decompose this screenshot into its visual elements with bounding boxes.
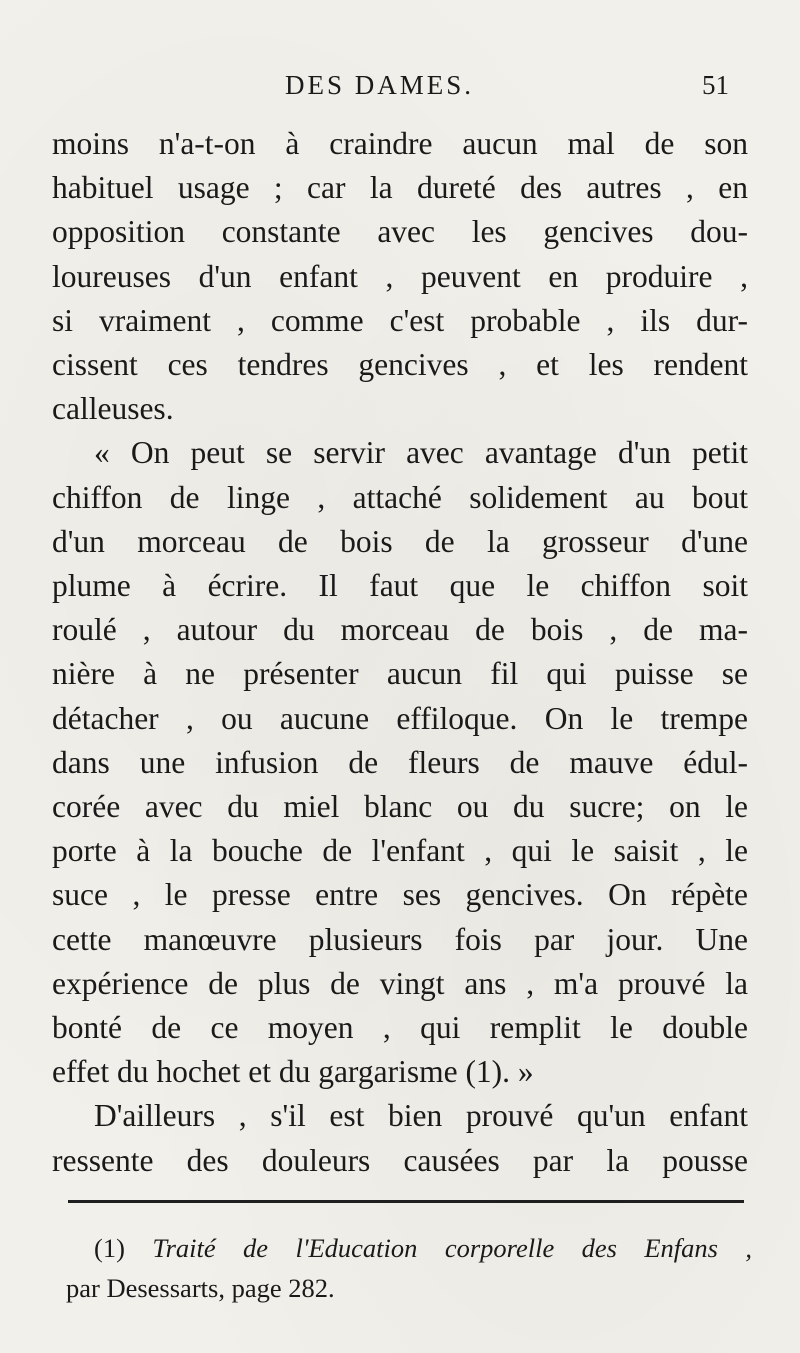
text-line: expérience de plus de vingt ans , m'a prouvé la: [52, 965, 748, 1001]
body-text: [52, 122, 748, 1183]
text-line: loureuses d'un enfant , peuvent en produire ,: [52, 258, 748, 294]
footnote-rule: [68, 1200, 744, 1203]
text-line: d'un morceau de bois de la grosseur d'une: [52, 523, 748, 559]
text-line: moins n'a-t-on à craindre aucun mal de son: [52, 126, 748, 161]
text-line: nière à ne présenter aucun fil qui puisse se: [52, 656, 748, 692]
footnote: [66, 1228, 752, 1308]
text-line: chiffon de linge , attaché solidement au bout: [52, 479, 748, 515]
running-head: [0, 70, 800, 110]
text-line: bonté de ce moyen , qui remplit le double: [52, 1010, 748, 1046]
text-line: opposition constante avec les gencives dou-: [52, 214, 748, 250]
text-line: porte à la bouche de l'enfant , qui le saisit , le: [52, 833, 748, 869]
footnote-line: par Desessarts, page 282.: [66, 1273, 335, 1303]
text-line: corée avec du miel blanc ou du sucre; on le: [52, 789, 748, 825]
text-line: habituel usage ; car la dureté des autres , en: [52, 170, 748, 206]
footnote-line: [66, 1228, 752, 1268]
text-line: ressente des douleurs causées par la pousse: [52, 1142, 748, 1178]
text-line: D'ailleurs , s'il est bien prouvé qu'un enfant: [94, 1098, 748, 1134]
footnote-marker: (1): [94, 1233, 125, 1263]
text-line: calleuses.: [52, 391, 174, 427]
text-line: « On peut se servir avec avantage d'un petit: [94, 435, 748, 471]
text-line: cissent ces tendres gencives , et les rendent: [52, 347, 748, 383]
footnote-title: Traité de l'Education corporelle des Enfans ,: [152, 1233, 752, 1263]
text-line: suce , le presse entre ses gencives. On répète: [52, 877, 748, 913]
text-line: plume à écrire. Il faut que le chiffon soit: [52, 568, 748, 604]
text-line: dans une infusion de fleurs de mauve édul-: [52, 744, 748, 780]
text-line: détacher , ou aucune effiloque. On le trempe: [52, 700, 748, 736]
page-number: 51: [702, 70, 729, 100]
text-line: roulé , autour du morceau de bois , de ma-: [52, 612, 748, 648]
text-line: effet du hochet et du gargarisme (1). »: [52, 1054, 534, 1090]
text-line: cette manœuvre plusieurs fois par jour. Une: [52, 921, 748, 957]
running-title: DES DAMES.: [285, 70, 475, 100]
text-line: si vraiment , comme c'est probable , ils dur-: [52, 302, 748, 338]
